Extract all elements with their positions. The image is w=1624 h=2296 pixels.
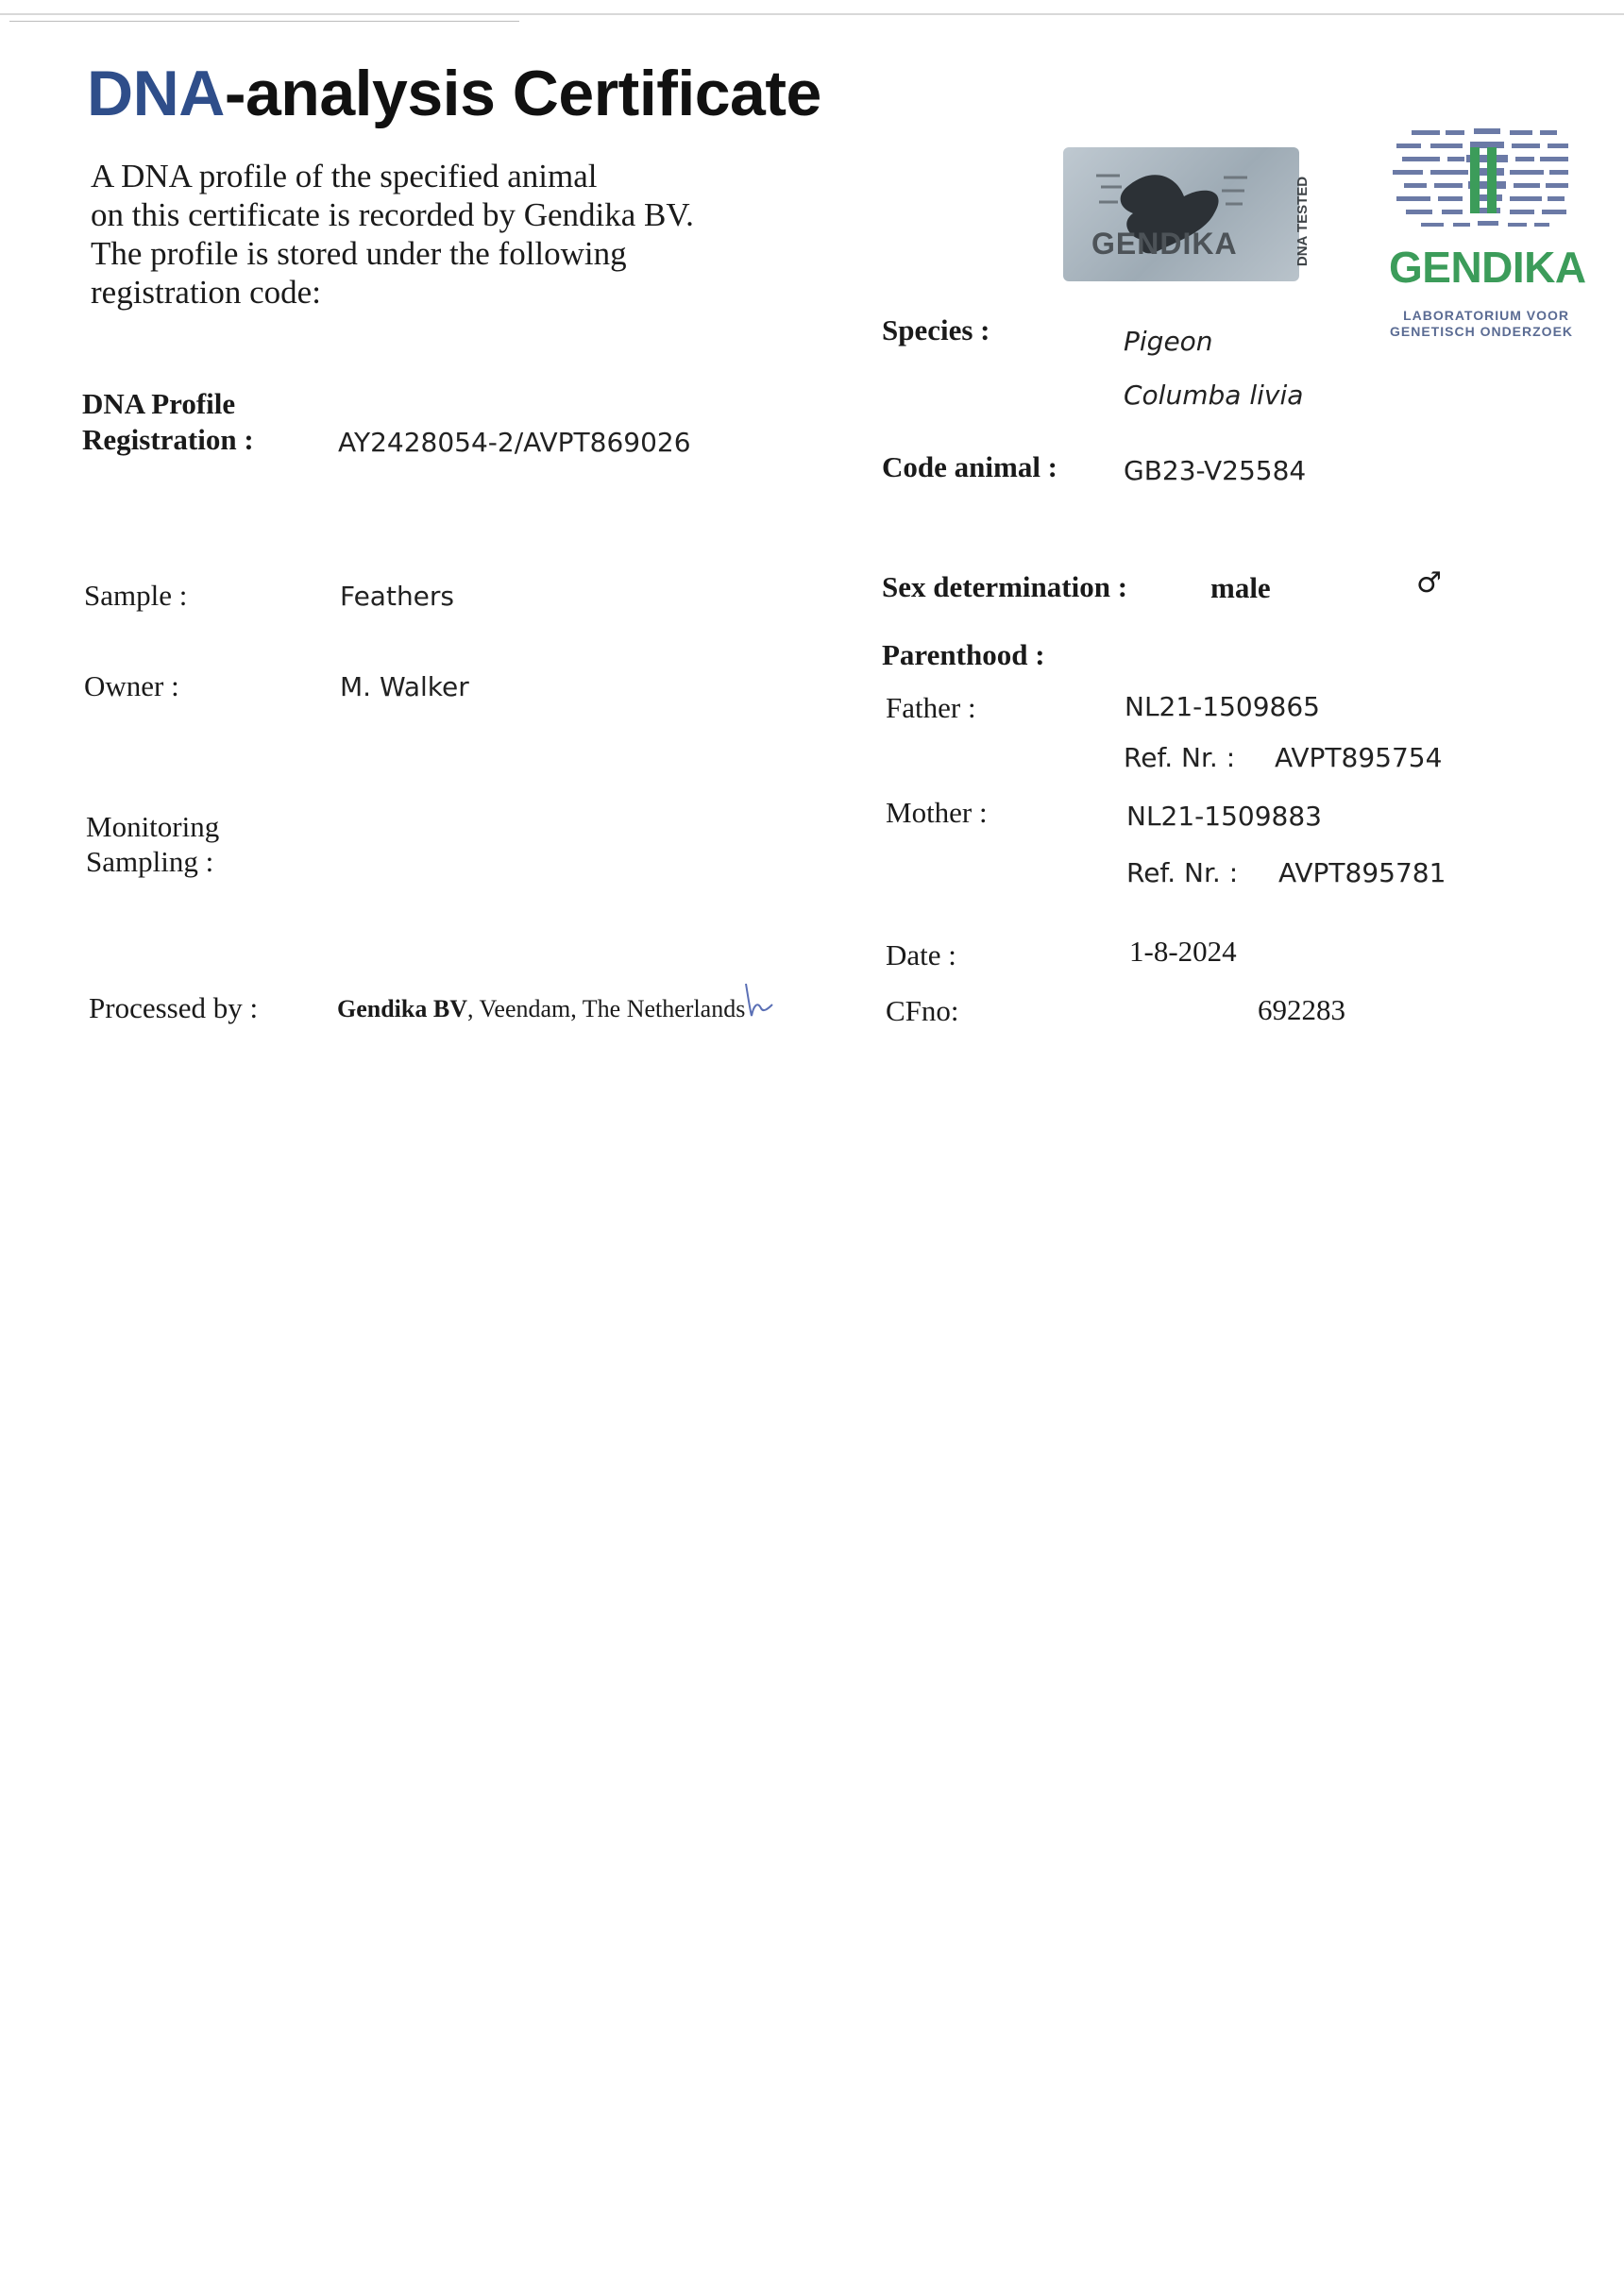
signature-mark (742, 980, 776, 1024)
parenthood-label: Parenthood : (882, 638, 1045, 671)
processed-by-value (337, 995, 745, 1023)
seal-brand-text: GENDIKA (1091, 227, 1238, 261)
title-prefix: DNA (87, 58, 225, 129)
species-label: Species : (882, 313, 990, 346)
date-value: 1-8-2024 (1129, 935, 1237, 968)
owner-value: M. Walker (340, 671, 469, 702)
processed-by-company: Gendika BV (337, 995, 467, 1022)
registration-label-line1: DNA Profile (82, 387, 236, 420)
intro-line: on this certificate is recorded by Gendika BV. (91, 196, 694, 233)
date-label: Date : (886, 938, 956, 971)
sex-value: male (1210, 571, 1271, 604)
intro-line: registration code: (91, 274, 321, 311)
species-common-value: Pigeon (1124, 326, 1213, 357)
intro-line: The profile is stored under the following (91, 235, 627, 272)
code-animal-value: GB23-V25584 (1124, 455, 1307, 486)
mother-ref-label: Ref. Nr. : (1126, 857, 1239, 888)
sample-label: Sample : (84, 579, 188, 612)
monitoring-label-line1: Monitoring (86, 810, 220, 843)
owner-label: Owner : (84, 669, 179, 702)
mother-label: Mother : (886, 796, 988, 829)
species-latin-value: Columba livia (1124, 380, 1304, 411)
dna-tested-seal (1063, 147, 1311, 281)
intro-paragraph (91, 157, 808, 312)
title-rest: -analysis Certificate (224, 58, 821, 129)
logo-subtitle-line: GENETISCH ONDERZOEK (1390, 324, 1574, 339)
seal-tested-text: DNA TESTED (1294, 176, 1311, 267)
sample-value: Feathers (340, 581, 455, 612)
scan-edge-line (0, 13, 1624, 15)
father-ring-value: NL21-1509865 (1125, 691, 1320, 722)
mother-ring-value: NL21-1509883 (1126, 801, 1322, 832)
gendika-dna-logo-icon (1393, 128, 1572, 242)
father-label: Father : (886, 691, 976, 724)
processed-by-label: Processed by : (89, 991, 259, 1024)
father-ref-label: Ref. Nr. : (1124, 742, 1236, 773)
page-title (87, 57, 821, 130)
intro-line: A DNA profile of the specified animal (91, 158, 598, 194)
scan-edge-line (9, 21, 519, 22)
male-symbol-icon: ♂ (1416, 566, 1442, 599)
cfno-label: CFno: (886, 994, 959, 1027)
sex-determination-label: Sex determination : (882, 570, 1128, 603)
processed-by-location: , Veendam, The Netherlands (467, 995, 746, 1022)
monitoring-label-line2: Sampling : (86, 845, 214, 878)
gendika-logo-subtitle (1390, 308, 1574, 340)
logo-subtitle-line: LABORATORIUM VOOR (1403, 308, 1569, 323)
code-animal-label: Code animal : (882, 450, 1057, 483)
cfno-value: 692283 (1258, 993, 1345, 1026)
father-ref-value: AVPT895754 (1275, 742, 1443, 773)
registration-label-line2: Registration : (82, 423, 254, 456)
mother-ref-value: AVPT895781 (1278, 857, 1446, 888)
registration-value: AY2428054-2/AVPT869026 (338, 427, 691, 458)
gendika-logo-text: GENDIKA (1389, 243, 1586, 292)
